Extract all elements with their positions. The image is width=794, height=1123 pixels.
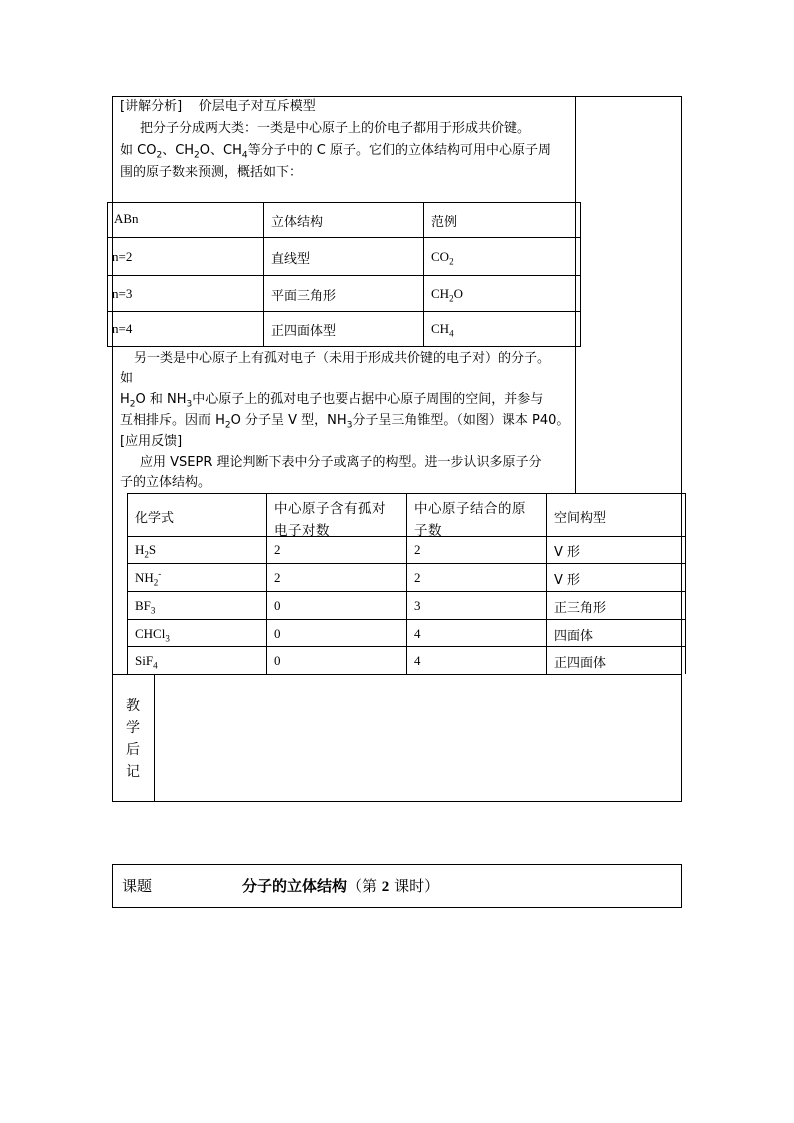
t1-col-rule bbox=[423, 202, 424, 347]
lesson-title bbox=[242, 876, 439, 897]
t1-row-shape: 平面三角形 bbox=[271, 289, 337, 304]
formula-main: CO bbox=[431, 249, 450, 264]
t2-geometry: 四面体 bbox=[554, 629, 594, 644]
intro-line-2 bbox=[120, 141, 551, 161]
t1-header-abn: ABn bbox=[114, 211, 139, 226]
t2-header-line: 子数 bbox=[414, 523, 442, 539]
para2-line-2: 如 bbox=[120, 371, 134, 386]
t1-row-n: n=4 bbox=[112, 321, 133, 336]
lesson-title-text: 分子的立体结构 bbox=[242, 877, 348, 895]
formula-sub: 4 bbox=[449, 328, 454, 339]
t1-rule bbox=[107, 202, 581, 203]
t2-col-rule bbox=[406, 493, 407, 674]
t1-row-example bbox=[431, 321, 454, 337]
t2-formula bbox=[135, 653, 158, 669]
para2-text: O 和 NH bbox=[135, 392, 187, 407]
t1-rule bbox=[107, 311, 581, 312]
formula-sub: 2 bbox=[144, 549, 149, 560]
t2-col-rule bbox=[127, 493, 128, 674]
t2-lone-pairs: 2 bbox=[274, 542, 281, 557]
t2-header-line: 电子对数 bbox=[274, 523, 330, 539]
postscript-top-border bbox=[112, 674, 682, 675]
formula-main: NH bbox=[135, 570, 154, 585]
postscript-divider bbox=[154, 674, 155, 802]
para2-line-7: 子的立体结构。 bbox=[120, 475, 212, 490]
t2-col-rule bbox=[546, 493, 547, 674]
para2-text: 互相排斥。因而 H bbox=[120, 413, 225, 428]
t1-header-example: 范例 bbox=[431, 215, 458, 230]
intro-line-1: 把分子分成两大类：一类是中心原子上的价电子都用于形成共价键。 bbox=[140, 121, 531, 136]
section-heading bbox=[120, 97, 316, 117]
frame-right-border bbox=[681, 96, 682, 802]
formula-sub: 4 bbox=[153, 660, 158, 671]
t2-geometry: V 形 bbox=[554, 545, 581, 560]
para2-text: O 分子呈 V 型，NH bbox=[230, 413, 347, 428]
t2-geometry: 正三角形 bbox=[554, 601, 607, 616]
para2-sub: 3 bbox=[186, 399, 193, 410]
formula-tail: O bbox=[453, 286, 463, 301]
formula-main: BF bbox=[135, 598, 151, 613]
formula-main: SiF bbox=[135, 653, 154, 668]
t2-col-rule bbox=[266, 493, 267, 674]
lesson-period-text: （第 bbox=[347, 877, 382, 895]
t2-header-line: 中心原子含有孤对 bbox=[274, 501, 386, 517]
t2-col-rule bbox=[685, 493, 686, 674]
para2-sub: 2 bbox=[129, 399, 136, 410]
postscript-char: 教 bbox=[126, 698, 140, 714]
t2-bonded-atoms: 2 bbox=[414, 570, 421, 585]
intro-ch2o-text: 、CH bbox=[162, 143, 195, 158]
postscript-char: 学 bbox=[126, 720, 140, 736]
t1-col-rule bbox=[263, 202, 264, 347]
formula-tail: S bbox=[148, 542, 157, 557]
t1-col-rule bbox=[580, 202, 581, 347]
feedback-heading: [应用反馈] bbox=[120, 434, 183, 449]
formula-sub: 3 bbox=[150, 605, 156, 616]
intro-ch4-text: O、CH bbox=[199, 143, 242, 158]
t2-lone-pairs: 2 bbox=[274, 570, 281, 585]
t2-header-formula: 化学式 bbox=[135, 511, 175, 526]
t1-row-shape: 正四面体型 bbox=[271, 324, 337, 339]
heading-tag: [讲解分析] bbox=[120, 99, 183, 114]
formula-main: CHCl bbox=[135, 626, 166, 641]
frame-inner-divider bbox=[575, 96, 576, 493]
postscript-char: 记 bbox=[126, 764, 140, 780]
t2-formula bbox=[135, 626, 170, 642]
t1-row-n: n=3 bbox=[112, 286, 133, 301]
t2-formula bbox=[135, 598, 155, 614]
t2-bonded-atoms: 4 bbox=[414, 626, 421, 641]
t2-header-bonded-atoms bbox=[414, 497, 526, 539]
t2-bonded-atoms: 4 bbox=[414, 653, 421, 668]
t2-bonded-atoms: 3 bbox=[414, 598, 421, 613]
t2-formula bbox=[135, 570, 161, 586]
t1-rule bbox=[107, 346, 581, 347]
t2-lone-pairs: 0 bbox=[274, 626, 281, 641]
formula-sub: 3 bbox=[165, 633, 170, 644]
intro-tail-text: 等分子中的 C 原子。它们的立体结构可用中心原子周 bbox=[247, 143, 551, 158]
para2-sub: 3 bbox=[346, 420, 353, 431]
formula-sub: 2 bbox=[449, 256, 454, 267]
para2-line-3 bbox=[120, 390, 543, 410]
frame-bottom-border bbox=[112, 801, 682, 802]
t1-row-example bbox=[431, 249, 454, 265]
formula-main: CH bbox=[431, 286, 450, 301]
para2-text: 分子呈三角锥型。（如图）课本 P40。 bbox=[352, 413, 570, 428]
t2-lone-pairs: 0 bbox=[274, 653, 281, 668]
para2-sub: 2 bbox=[224, 420, 231, 431]
t1-row-n: n=2 bbox=[112, 249, 133, 264]
t2-header-geometry: 空间构型 bbox=[554, 511, 607, 526]
lesson-period-text: 课时） bbox=[389, 877, 440, 895]
lesson-period-number: 2 bbox=[381, 879, 390, 895]
para2-line-1: 另一类是中心原子上有孤对电子（未用于形成共价键的电子对）的分子。 bbox=[134, 351, 551, 366]
formula-charge: - bbox=[158, 568, 162, 579]
para2-text: 中心原子上的孤对电子也要占据中心原子周围的空间，并参与 bbox=[192, 392, 544, 407]
t2-header-lone-pairs bbox=[274, 497, 386, 539]
para2-line-6: 应用 VSEPR 理论判断下表中分子或离子的构型。进一步认识多原子分 bbox=[140, 455, 542, 470]
formula-main: H bbox=[135, 542, 145, 557]
para2-line-4 bbox=[120, 411, 569, 431]
t2-geometry: 正四面体 bbox=[554, 656, 607, 671]
formula-main: CH bbox=[431, 321, 450, 336]
t1-rule bbox=[107, 275, 581, 276]
para2-text: H bbox=[120, 392, 130, 407]
t1-col-rule bbox=[107, 202, 108, 347]
t1-header-structure: 立体结构 bbox=[271, 215, 324, 230]
intro-sub: 2 bbox=[194, 150, 200, 161]
heading-title: 价层电子对互斥模型 bbox=[198, 99, 316, 114]
t2-lone-pairs: 0 bbox=[274, 598, 281, 613]
formula-sub: 2 bbox=[153, 577, 159, 588]
intro-co2-text: 如 CO bbox=[120, 143, 157, 158]
t2-header-line: 中心原子结合的原 bbox=[414, 501, 526, 517]
t1-row-example bbox=[431, 286, 463, 302]
lesson-label: 课题 bbox=[122, 877, 153, 895]
intro-sub: 4 bbox=[241, 150, 248, 161]
t2-formula bbox=[135, 542, 156, 558]
t1-row-shape: 直线型 bbox=[271, 252, 311, 267]
postscript-char: 后 bbox=[126, 742, 140, 758]
t1-rule bbox=[107, 237, 581, 238]
formula-sub: 2 bbox=[449, 293, 454, 304]
intro-sub: 2 bbox=[156, 150, 163, 161]
intro-line-3: 围的原子数来预测，概括如下： bbox=[120, 165, 303, 180]
t2-bonded-atoms: 2 bbox=[414, 542, 421, 557]
t2-geometry: V 形 bbox=[554, 573, 581, 588]
